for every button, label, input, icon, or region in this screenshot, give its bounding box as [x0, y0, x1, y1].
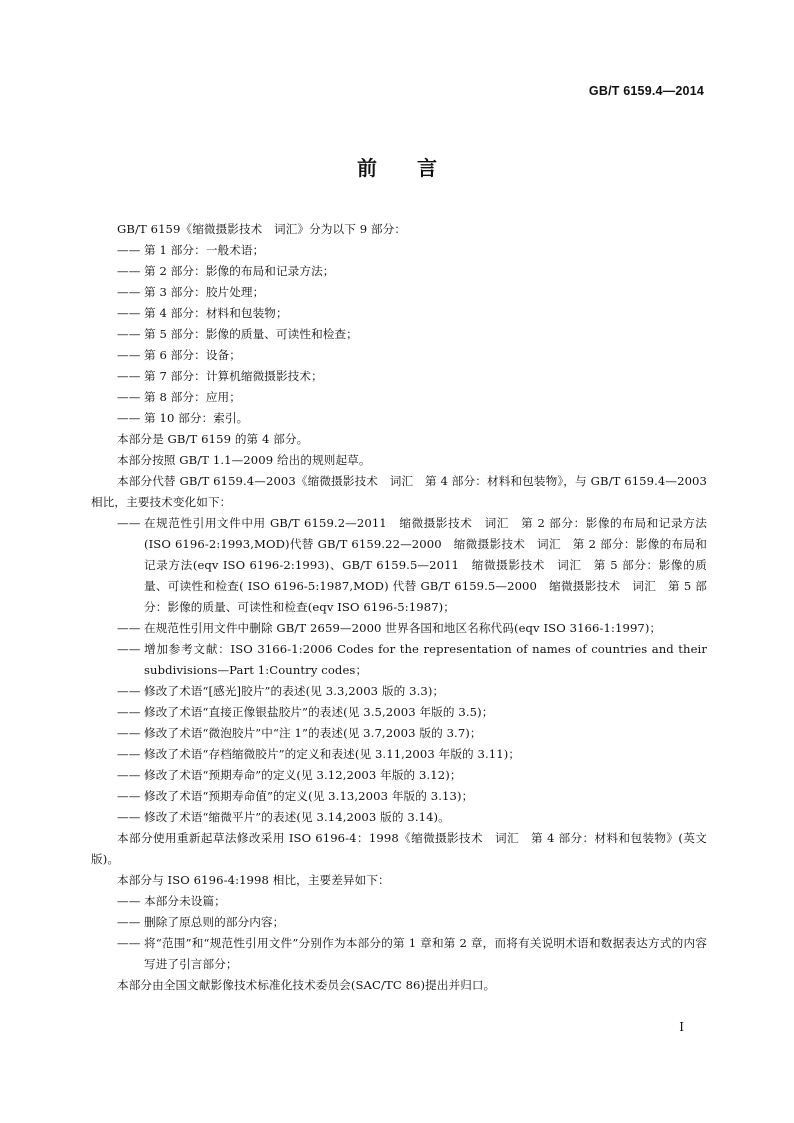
list-dash: —— [117, 915, 141, 929]
list-item [117, 912, 707, 933]
list-dash: —— [117, 306, 141, 320]
list-dash: —— [117, 621, 141, 635]
list-item-text: 修改了术语“存档缩微胶片”的定义和表述(见 3.11,2003 年版的 3.11)； [144, 747, 521, 761]
list-item-text: 本部分未设篇； [144, 894, 226, 908]
list-dash: —— [117, 768, 141, 782]
list-item [117, 282, 707, 303]
list-item-text: 增加参考文献：ISO 3166-1:2006 Codes for the representation of names of countries and their subdivisions—Part 1:Country codes； [144, 642, 707, 677]
list-item-text: 修改了术语“缩微平片”的表述(见 3.14,2003 版的 3.14)。 [144, 810, 450, 824]
list-item-text: 第 6 部分：设备； [144, 348, 241, 362]
list-item [117, 807, 707, 828]
list-dash: —— [117, 705, 141, 719]
list-item-text: 修改了术语“微泡胶片”中“注 1”的表述(见 3.7,2003 版的 3.7)； [144, 726, 482, 740]
list-item-text: 第 10 部分：索引。 [144, 411, 249, 425]
list-item-text: 第 3 部分：胶片处理； [144, 285, 265, 299]
list-dash: —— [117, 642, 141, 656]
list-dash: —— [117, 285, 141, 299]
list-item-text: 修改了术语“直接正像银盐胶片”的表述(见 3.5,2003 年版的 3.5)； [144, 705, 494, 719]
standard-code: GB/T 6159.4—2014 [588, 84, 704, 98]
list-item-text: 删除了原总则的部分内容； [144, 915, 285, 929]
list-item [117, 933, 707, 975]
paragraph: 本部分由全国文献影像技术标准化技术委员会(SAC/TC 86)提出并归口。 [117, 978, 496, 992]
list-item-text: 将“范围”和“规范性引用文件”分别作为本部分的第 1 章和第 2 章，而将有关说明术语和数据表达方式的内容写进了引言部分； [144, 936, 707, 971]
list-item [117, 891, 707, 912]
list-dash: —— [117, 327, 141, 341]
list-item [117, 345, 707, 366]
list-item-text: 第 5 部分：影像的质量、可读性和检查； [144, 327, 358, 341]
list-item-text: 第 7 部分：计算机缩微摄影技术； [144, 369, 323, 383]
list-dash: —— [117, 684, 141, 698]
paragraph: 本部分是 GB/T 6159 的第 4 部分。 [117, 432, 309, 446]
list-dash: —— [117, 411, 141, 425]
list-item [117, 240, 707, 261]
list-dash: —— [117, 369, 141, 383]
page-title: 前言 [357, 156, 477, 180]
list-item-text: 修改了术语“[感光]胶片”的表述(见 3.3,2003 版的 3.3)； [144, 684, 445, 698]
list-item [117, 702, 707, 723]
list-dash: —— [117, 243, 141, 257]
list-item [117, 513, 707, 618]
list-item-text: 修改了术语“预期寿命”的定义(见 3.12,2003 年版的 3.12)； [144, 768, 462, 782]
list-item-text: 第 2 部分：影像的布局和记录方法； [144, 264, 335, 278]
foreword-content [91, 219, 707, 996]
list-dash: —— [117, 264, 141, 278]
list-item-text: 在规范性引用文件中用 GB/T 6159.2—2011 缩微摄影技术 词汇 第 2 部分：影像的布局和记录方法(ISO 6196-2:1993,MOD)代替 GB/T 6159.22—2000 缩微摄影技术 词汇 第 2 部分：影像的布局和记录方法(eqv ISO 6196-2:1993)、GB/T 6159.5—2011 缩微摄影技术 词汇 第 5 部分：影像的质量、可读性和检查( ISO 6196-5:1987,MOD) 代替 GB/T 6159.5—2000 缩微摄影技术 词汇 第 5 部分：影像的质量、可读性和检查(eqv ISO 6196-5:1987)； [144, 516, 707, 614]
list-item [117, 786, 707, 807]
list-item-text: 修改了术语“预期寿命值”的定义(见 3.13,2003 年版的 3.13)； [144, 789, 474, 803]
list-item [117, 303, 707, 324]
list-dash: —— [117, 810, 141, 824]
list-item [117, 681, 707, 702]
list-item [117, 408, 707, 429]
list-dash: —— [117, 516, 141, 530]
list-dash: —— [117, 789, 141, 803]
paragraph: GB/T 6159《缩微摄影技术 词汇》分为以下 9 部分： [117, 222, 407, 236]
paragraph: 本部分与 ISO 6196-4:1998 相比，主要差异如下： [117, 873, 390, 887]
list-item-text: 第 4 部分：材料和包装物； [144, 306, 288, 320]
paragraph: 本部分使用重新起草法修改采用 ISO 6196-4：1998《缩微摄影技术 词汇 第 4 部分：材料和包装物》(英文版)。 [91, 831, 707, 866]
list-dash: —— [117, 936, 141, 950]
list-item [117, 765, 707, 786]
page-number: I [679, 1020, 684, 1034]
list-item-text: 在规范性引用文件中删除 GB/T 2659—2000 世界各国和地区名称代码(eqv ISO 3166-1:1997)； [144, 621, 662, 635]
list-dash: —— [117, 390, 141, 404]
list-dash: —— [117, 348, 141, 362]
list-item-text: 第 8 部分：应用； [144, 390, 241, 404]
list-item-text: 第 1 部分：一般术语； [144, 243, 265, 257]
list-item [117, 261, 707, 282]
list-item [117, 324, 707, 345]
list-item [117, 618, 707, 639]
list-item [117, 744, 707, 765]
list-item [117, 366, 707, 387]
list-item [117, 387, 707, 408]
list-item [117, 639, 707, 681]
list-dash: —— [117, 894, 141, 908]
list-dash: —— [117, 747, 141, 761]
list-item [117, 723, 707, 744]
paragraph: 本部分代替 GB/T 6159.4—2003《缩微摄影技术 词汇 第 4 部分：材料和包装物》，与 GB/T 6159.4—2003 相比，主要技术变化如下： [91, 474, 707, 509]
paragraph: 本部分按照 GB/T 1.1—2009 给出的规则起草。 [117, 453, 371, 467]
list-dash: —— [117, 726, 141, 740]
